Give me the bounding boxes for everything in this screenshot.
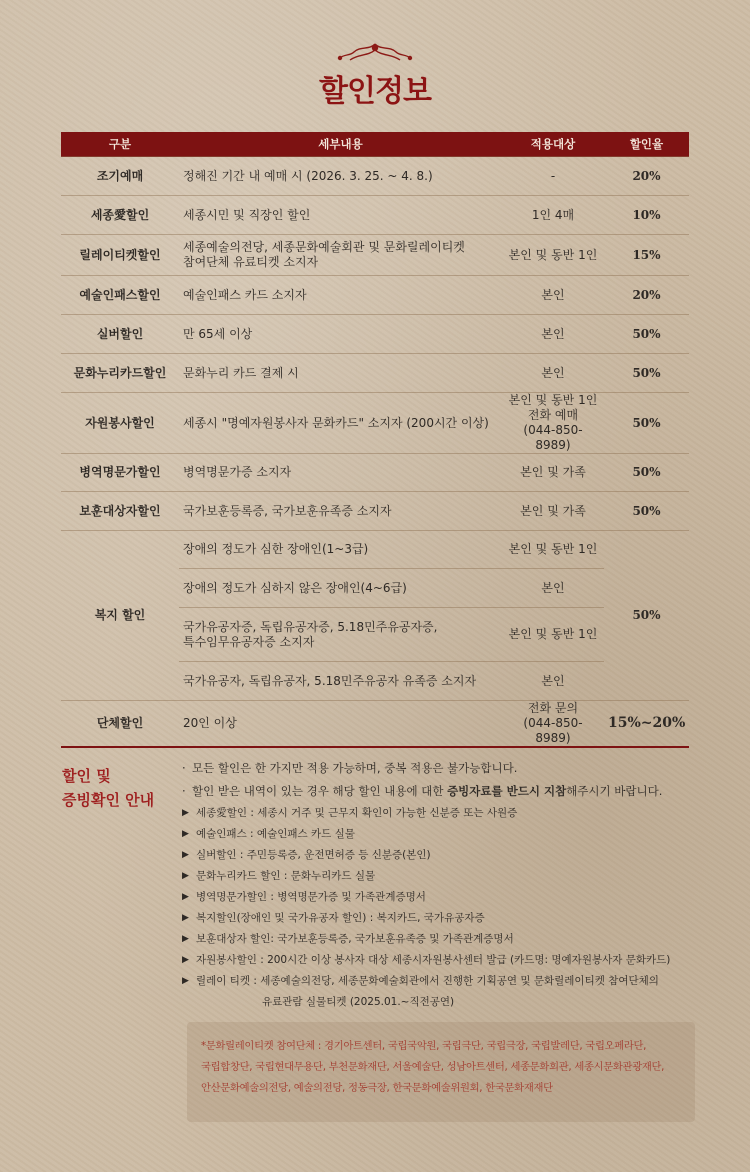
note-item	[182, 760, 702, 776]
note-text: 해주시기 바랍니다.	[566, 784, 663, 798]
table-row	[61, 315, 689, 354]
triangle-bullet-icon: ▶	[182, 934, 189, 944]
triangle-bullet-icon: ▶	[182, 808, 189, 818]
item-text: 병역명문가할인 : 병역명문가증 및 가족관계증명서	[196, 891, 426, 903]
target-line: 본인 및 동반 1인	[508, 393, 598, 407]
note-text: 모든 할인은 한 가지만 적용 가능하며, 중복 적용은 불가능합니다.	[192, 761, 518, 775]
table-row	[61, 276, 689, 315]
row-category: 실버할인	[61, 315, 179, 354]
row-category: 보훈대상자할인	[61, 492, 179, 531]
note-item	[182, 783, 702, 799]
row-rate: 50%	[604, 492, 689, 531]
row-rate: 50%	[604, 454, 689, 492]
row-rate: 50%	[604, 393, 689, 454]
table-header-row	[61, 132, 689, 157]
item-text: 세종愛할인 : 세종시 거주 및 근무지 확인이 가능한 신분증 또는 사원증	[196, 807, 518, 819]
row-target: 본인	[502, 569, 604, 608]
row-rate: 15%~20%	[604, 701, 689, 748]
item-text: 예술인패스 : 예술인패스 카드 실물	[196, 828, 355, 840]
triangle-bullet-icon: ▶	[182, 871, 189, 881]
discount-table	[61, 132, 689, 748]
header-rate: 할인율	[604, 132, 689, 157]
welfare-rate: 50%	[604, 531, 689, 701]
item-text: 자원봉사할인 : 200시간 이상 봉사자 대상 세종시자원봉사센터 발급 (카드명: 명예자원봉사자 문화카드)	[196, 954, 671, 966]
header-category: 구분	[61, 132, 179, 157]
welfare-category: 복지 할인	[61, 531, 179, 701]
target-line: 전화 예매	[527, 408, 579, 422]
row-target: 본인 및 가족	[502, 454, 604, 492]
proof-title-line: 증빙확인 안내	[62, 791, 155, 809]
row-target: -	[502, 157, 604, 196]
triangle-bullet-icon: ▶	[182, 850, 189, 860]
row-detail: 세종시 "명예자원봉사자 문화카드" 소지자 (200시간 이상)	[179, 393, 502, 454]
footnote-box	[187, 1022, 695, 1122]
page-title: 할인정보	[319, 74, 431, 109]
triangle-bullet-icon: ▶	[182, 955, 189, 965]
proof-section-title	[62, 764, 182, 812]
item-text: 실버할인 : 주민등록증, 운전면허증 등 신분증(본인)	[196, 849, 431, 861]
row-category: 문화누리카드할인	[61, 354, 179, 393]
table-row	[61, 454, 689, 492]
ornament-flourish-icon	[330, 40, 420, 66]
table-row	[61, 492, 689, 531]
table-row	[61, 157, 689, 196]
row-target: 1인 4매	[502, 196, 604, 235]
row-detail: 장애의 정도가 심한 장애인(1~3급)	[179, 531, 502, 569]
row-target	[502, 701, 604, 748]
item-text-continued: 유료관람 실물티켓 (2025.01.~직전공연)	[262, 996, 455, 1008]
detail-line: 세종예술의전당, 세종문화예술회관 및 문화릴레이티켓	[183, 240, 465, 254]
row-rate: 20%	[604, 276, 689, 315]
table-row	[61, 235, 689, 276]
detail-line: 국가유공자증, 독립유공자증, 5.18민주유공자증,	[183, 619, 438, 634]
row-category: 자원봉사할인	[61, 393, 179, 454]
item-text: 복지할인(장애인 및 국가유공자 할인) : 복지카드, 국가유공자증	[196, 912, 485, 924]
proof-notes	[182, 760, 702, 1016]
row-detail: 정해진 기간 내 예매 시 (2026. 3. 25. ~ 4. 8.)	[179, 157, 502, 196]
row-target: 본인 및 동반 1인	[502, 235, 604, 276]
table-row-welfare	[61, 531, 689, 569]
row-target: 본인	[502, 276, 604, 315]
header-target: 적용대상	[502, 132, 604, 157]
row-category: 단체할인	[61, 701, 179, 748]
row-detail: 만 65세 이상	[179, 315, 502, 354]
row-rate: 20%	[604, 157, 689, 196]
proof-item-list	[182, 806, 702, 1010]
row-detail: 장애의 정도가 심하지 않은 장애인(4~6급)	[179, 569, 502, 608]
row-detail: 세종시민 및 직장인 할인	[179, 196, 502, 235]
note-text: 할인 받은 내역이 있는 경우 해당 할인 내용에 대한	[192, 784, 448, 798]
table-row	[61, 354, 689, 393]
list-item	[182, 848, 702, 863]
list-item	[182, 890, 702, 905]
list-item	[182, 953, 702, 968]
target-line: 전화 문의	[527, 701, 579, 715]
table-row	[61, 701, 689, 748]
list-item	[182, 869, 702, 884]
row-category: 병역명문가할인	[61, 454, 179, 492]
row-target: 본인 및 동반 1인	[502, 531, 604, 569]
triangle-bullet-icon: ▶	[182, 913, 189, 923]
row-rate: 15%	[604, 235, 689, 276]
row-category: 릴레이티켓할인	[61, 235, 179, 276]
dot-bullet-icon: ·	[182, 784, 186, 798]
row-rate: 50%	[604, 354, 689, 393]
footnote-text	[201, 1036, 685, 1099]
row-rate: 50%	[604, 315, 689, 354]
target-line: (044-850-8989)	[523, 423, 583, 452]
table-row	[61, 393, 689, 454]
detail-line: 참여단체 유료티켓 소지자	[183, 255, 319, 269]
target-line: (044-850-8989)	[523, 716, 583, 745]
table-row	[61, 196, 689, 235]
row-detail: 예술인패스 카드 소지자	[179, 276, 502, 315]
row-target: 본인 및 동반 1인	[502, 608, 604, 662]
row-detail: 국가보훈등록증, 국가보훈유족증 소지자	[179, 492, 502, 531]
row-detail: 20인 이상	[179, 701, 502, 748]
item-text: 보훈대상자 할인: 국가보훈등록증, 국가보훈유족증 및 가족관계증명서	[196, 933, 514, 945]
row-detail	[179, 608, 502, 662]
list-item	[182, 827, 702, 842]
row-target	[502, 393, 604, 454]
row-detail: 국가유공자, 독립유공자, 5.18민주유공자 유족증 소지자	[179, 662, 502, 701]
row-detail: 병역명문가증 소지자	[179, 454, 502, 492]
list-item	[182, 911, 702, 926]
proof-title-line: 할인 및	[62, 767, 111, 785]
header-detail: 세부내용	[179, 132, 502, 157]
item-text: 문화누리카드 할인 : 문화누리카드 실물	[196, 870, 376, 882]
row-detail: 문화누리 카드 결제 시	[179, 354, 502, 393]
list-item	[182, 932, 702, 947]
detail-line: 특수임무유공자증 소지자	[183, 634, 315, 649]
dot-bullet-icon: ·	[182, 761, 186, 775]
triangle-bullet-icon: ▶	[182, 892, 189, 902]
row-detail	[179, 235, 502, 276]
row-target: 본인	[502, 315, 604, 354]
list-item	[182, 974, 702, 1010]
item-text: 릴레이 티켓 : 세종예술의전당, 세종문화예술회관에서 진행한 기획공연 및 문화릴레이티켓 참여단체의	[196, 975, 659, 987]
triangle-bullet-icon: ▶	[182, 829, 189, 839]
row-category: 조기예매	[61, 157, 179, 196]
footnote-line: 안산문화예술의전당, 예술의전당, 정동극장, 한국문화예술위원회, 한국문화재재단	[201, 1082, 553, 1094]
footnote-line: *문화릴레이티켓 참여단체 : 경기아트센터, 국립국악원, 국립극단, 국립극장, 국립발레단, 국립오페라단,	[201, 1040, 647, 1052]
row-target: 본인	[502, 354, 604, 393]
row-category: 세종愛할인	[61, 196, 179, 235]
row-rate: 10%	[604, 196, 689, 235]
list-item	[182, 806, 702, 821]
footnote-line: 국립합창단, 국립현대무용단, 부천문화재단, 서울예술단, 성남아트센터, 세종문화회관, 세종시문화관광재단,	[201, 1061, 665, 1073]
row-category: 예술인패스할인	[61, 276, 179, 315]
triangle-bullet-icon: ▶	[182, 976, 189, 986]
row-target: 본인	[502, 662, 604, 701]
row-target: 본인 및 가족	[502, 492, 604, 531]
note-emphasis: 증빙자료를 반드시 지참	[447, 784, 567, 798]
